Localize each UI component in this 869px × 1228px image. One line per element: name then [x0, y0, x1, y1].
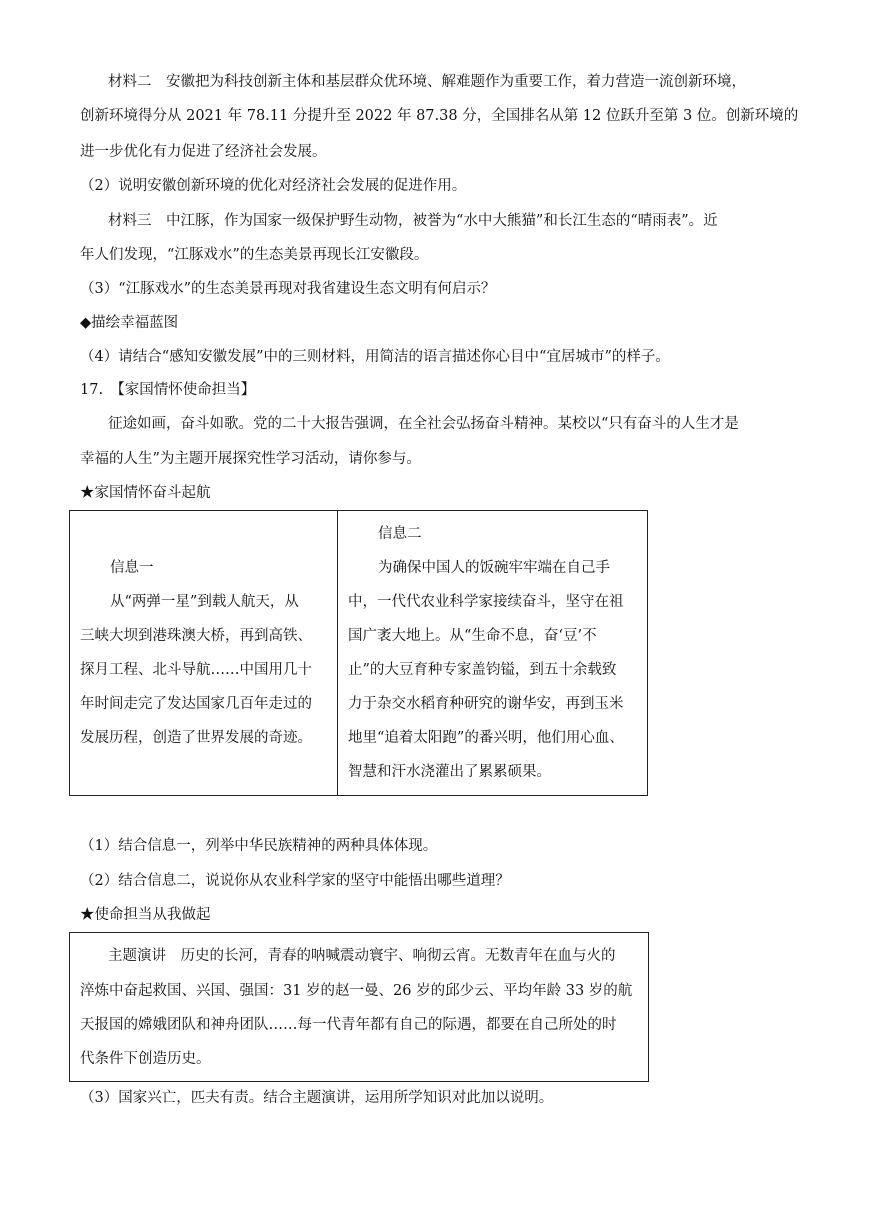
- info1-line: 年时间走完了发达国家几百年走过的: [80, 696, 312, 712]
- material2-line1: 材料二 安徽把为科技创新主体和基层群众优环境、解难题作为重要工作，着力营造一流创新环境，: [108, 74, 746, 90]
- material3-line1: 材料三 中江豚，作为国家一级保护野生动物，被誉为“水中大熊猫”和长江生态的“晴雨表”。近: [108, 213, 718, 229]
- material2-line2: 创新环境得分从 2021 年 78.11 分提升至 2022 年 87.38 分，全国排名从第 12 位跃升至第 3 位。创新环境的: [80, 108, 799, 124]
- info1-line: 探月工程、北斗导航……中国用几十: [80, 662, 312, 678]
- speech-line: 天报国的嫦娥团队和神舟团队……每一代青年都有自己的际遇，都要在自己所处的时: [80, 1017, 617, 1033]
- question-17-1: （1）结合信息一，列举中华民族精神的两种具体体现。: [80, 838, 438, 854]
- material3-line2: 年人们发现，“江豚戏水”的生态美景再现长江安徽段。: [80, 247, 429, 263]
- info2-line: 国广袤大地上。从“生命不息，奋‘豆’不: [348, 628, 597, 644]
- section-journey: ★家国情怀奋斗起航: [80, 485, 211, 501]
- info2-line: 力于杂交水稻育种研究的谢华安，再到玉米: [348, 696, 624, 712]
- question-17-2: （2）结合信息二，说说你从农业科学家的坚守中能悟出哪些道理？: [80, 873, 510, 889]
- info2-line: 智慧和汗水浇灌出了累累硕果。: [348, 764, 551, 780]
- speech-line: 主题演讲 历史的长河，青春的呐喊震动寰宇、响彻云宵。无数青年在血与火的: [108, 948, 616, 964]
- info-table: [69, 510, 648, 796]
- info-table-divider: [337, 511, 338, 795]
- speech-box: [69, 932, 649, 1082]
- info2-line: 中，一代代农业科学家接续奋斗，坚守在祖: [348, 594, 624, 610]
- info2-title: 信息二: [378, 526, 422, 542]
- info2-line: 止”的大豆育种专家盖钧镒，到五十余载致: [348, 662, 617, 678]
- info2-line: 为确保中国人的饭碗牢牢端在自己手: [378, 560, 610, 576]
- speech-line: 代条件下创造历史。: [80, 1051, 211, 1067]
- question-2: （2）说明安徽创新环境的优化对经济社会发展的促进作用。: [80, 178, 467, 194]
- intro-line1: 征途如画，奋斗如歌。党的二十大报告强调，在全社会弘扬奋斗精神。某校以“只有奋斗的人生才是: [108, 416, 739, 432]
- info1-title: 信息一: [110, 560, 154, 576]
- material2-line3: 进一步优化有力促进了经济社会发展。: [80, 144, 327, 160]
- info1-line: 发展历程，创造了世界发展的奇迹。: [80, 730, 312, 746]
- question-17-title: 17. 【家国情怀使命担当】: [80, 382, 256, 398]
- section-blueprint: ◆描绘幸福蓝图: [80, 315, 179, 331]
- info2-line: 地里“追着太阳跑”的番兴明，他们用心血、: [348, 730, 624, 746]
- intro-line2: 幸福的人生”为主题开展探究性学习活动，请你参与。: [80, 451, 421, 467]
- info1-line: 从“两弹一星”到载人航天，从: [110, 594, 299, 610]
- info1-line: 三峡大坝到港珠澳大桥，再到高铁、: [80, 628, 312, 644]
- speech-line: 淬炼中奋起救国、兴国、强国：31 岁的赵一曼、26 岁的邱少云、平均年龄 33 岁的航: [80, 983, 633, 999]
- question-3: （3）“江豚戏水”的生态美景再现对我省建设生态文明有何启示？: [80, 281, 496, 297]
- question-4: （4）请结合“感知安徽发展”中的三则材料，用简洁的语言描述你心目中“宜居城市”的样子。: [80, 349, 670, 365]
- section-mission: ★使命担当从我做起: [80, 907, 211, 923]
- question-17-3: （3）国家兴亡，匹夫有责。结合主题演讲，运用所学知识对此加以说明。: [80, 1090, 554, 1106]
